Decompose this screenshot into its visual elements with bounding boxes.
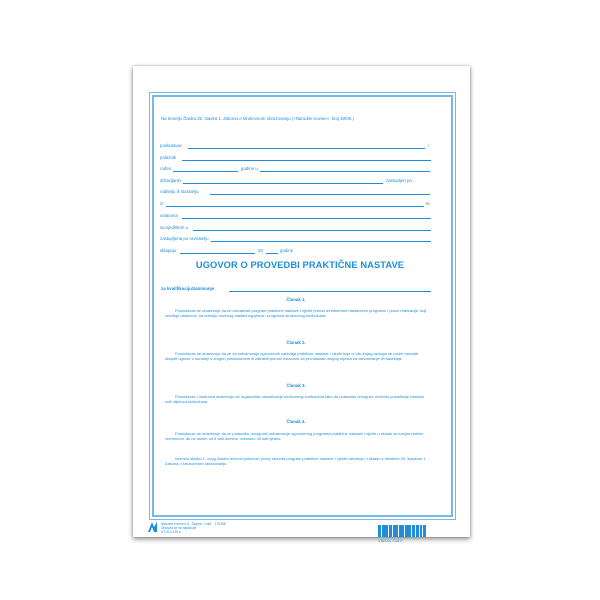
blank-sa-sjedistem[interactable] [193,230,431,231]
field-label-godine: godine [280,248,294,253]
blank-date[interactable] [180,253,255,254]
field-label-sa-sjedistem: sa sjedištem u [160,225,189,230]
footer-form-code: UT-IS 4-133 p [161,530,181,534]
footer-publisher: Narodne novine d.d., Zagreb - Ured [161,522,212,526]
barcode-number: 3 850201 710417 [378,539,403,543]
document-sheet [133,66,470,543]
qualification-label: za kvalifikaciju/zanimanje [161,286,215,291]
field-poslodavac [160,143,182,148]
article-2-text: Poslodavac se obavezuje da će za ostvarivanje ugovorenih sadržaja praktične nastave i vježbi koje iz bilo kojeg razloga ne može ostvariti sklopiti ugovor o suradnji s drugim poslodavcem ili zatražiti pomoć ustanove za pronalazak drugog mjesta za ostvarivanje tih sadržaja. [165,351,419,362]
field-label-drzavljanin: državljanin [160,178,181,183]
publisher-logo-icon [148,522,158,532]
blank-godine-u[interactable] [260,171,430,172]
field-label-zastupljen-po: zastupljen po [386,178,412,183]
article-3-heading: Članak 3. [286,383,306,388]
field-label-sklapaju: sklapaju [160,248,177,253]
footer-code: 170468 [214,522,226,526]
article-4-heading: Članak 4. [286,419,306,424]
field-label-ustanova: ustanova [160,213,178,218]
blank-zastupljena[interactable] [211,241,431,242]
document-frame [152,95,453,517]
blank-poslodavac[interactable] [188,148,425,149]
article-3-text: Poslodavac i ustanova obavezuju se organizirati ostvarivanje strukovnog kurikuluma tako da polazniku omoguće redovito pohađanje nastave svih dijelova kurikuluma. [165,394,425,405]
field-label-godine-u: godine u [241,166,258,171]
footer-note: Obrazac se ne naplaćuje [161,526,197,530]
article-1-heading: Članak 1. [286,297,306,302]
intro-text: Na temelju članka 25. stavka 1. Zakona o strukovnom obrazovanju (»Narodne novine«, broj 30/09.) [161,116,354,121]
footer-text [161,522,226,534]
article-2-heading: Članak 2. [286,340,306,345]
document-title: UGOVOR O PROVEDBI PRAKTIČNE NASTAVE [195,260,405,270]
blank-qualification[interactable] [229,291,431,292]
field-label-rodjen: rođen [160,166,172,171]
field-label-roditelju: roditelju ili staratelju [160,189,199,194]
field-label-poslodavac: poslodavac [160,143,183,148]
blank-year[interactable] [266,253,278,254]
article-1-text: Poslodavac se obavezuje da će ostvarivati program praktične nastave i vježbi prema izvedbenom nastavnom programu i planu realizacije, koji utvrđuje ustanova, na temelju okvirnog nastavnog plana i programa strukovnog kurikuluma. [165,308,427,319]
blank-polaznik[interactable] [182,160,431,161]
field-label-i: i [428,143,429,148]
article-4-text-2: Iznimno stavku 1. ovog članka redovni polaznici prvog razreda program praktične nastave i vježbi ostvaruju u skladu s člankom 29. stavkom 1. Zakona o strukovnom obrazovanju. [165,456,427,467]
field-label-year: 20 [258,248,263,253]
blank-roditelju[interactable] [210,194,430,195]
field-label-polaznik: polaznik [160,155,177,160]
barcode [378,525,431,537]
blank-rodjen[interactable] [173,171,238,172]
barcode-bar [425,525,426,537]
field-label-te: te [426,201,430,206]
blank-ustanova[interactable] [182,218,431,219]
blank-drzavljanin[interactable] [183,183,383,184]
article-4-text: Poslodavac se obavezuje da će polazniku omogućiti ostvarivanje ugovorenog programa praktične nastave i vježbi u skladu sa svojim radnim vremenom, ali ne dužim od 8 sati dnevno, odnosno 40 sati tjedno. [165,431,424,442]
blank-iz[interactable] [166,206,424,207]
field-label-iz: iz [160,201,164,206]
field-label-zastupljena: zastupljena po ravnatelju [160,236,209,241]
